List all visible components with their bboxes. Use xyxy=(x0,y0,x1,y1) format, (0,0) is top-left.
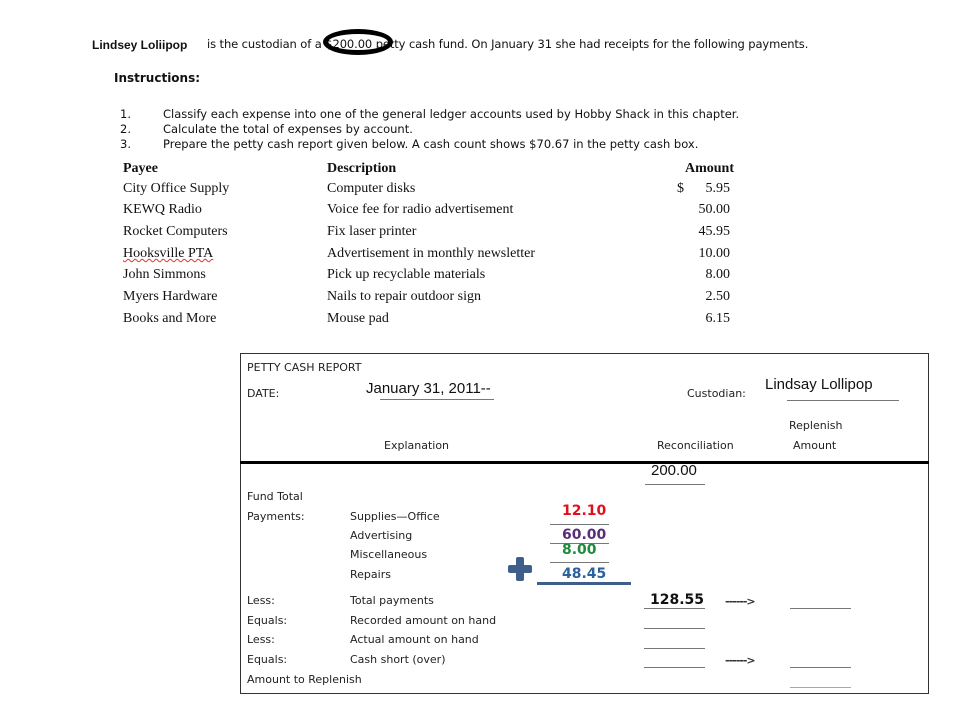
instruction-item xyxy=(120,107,820,121)
intro-after: petty cash fund. On January 31 she had receipts for the following payments. xyxy=(375,37,809,51)
miscellaneous-amount[interactable]: 8.00 xyxy=(562,542,597,558)
cash-short-blank[interactable] xyxy=(644,667,705,668)
intro-sentence xyxy=(207,37,808,51)
account-supplies-office: Supplies—Office xyxy=(350,510,440,523)
instruction-text: Prepare the petty cash report given below. A cash count shows $70.67 in the petty cash box. xyxy=(163,137,699,151)
row-equals-2: Equals: xyxy=(247,653,288,666)
fund-total-value[interactable]: 200.00 xyxy=(651,462,697,479)
amount-cell: 5.95 xyxy=(705,181,730,196)
amount-cell: 10.00 xyxy=(698,246,730,261)
replenish-total-payments-blank[interactable] xyxy=(790,608,851,609)
header-description: Description xyxy=(327,161,397,176)
row-amount-to-replenish: Amount to Replenish xyxy=(247,673,362,686)
instruction-number: 3. xyxy=(120,137,131,151)
amount-underline xyxy=(550,524,609,525)
custodian-label: Custodian: xyxy=(687,387,746,400)
sum-line xyxy=(537,582,631,585)
actual-on-hand-blank[interactable] xyxy=(644,648,705,649)
amount-cell: 45.95 xyxy=(698,224,730,239)
total-payments-value[interactable]: 128.55 xyxy=(650,592,705,608)
col-replenish-line2: Amount xyxy=(793,439,837,452)
currency-symbol: $ xyxy=(677,181,684,196)
arrow-cash-short: ------> xyxy=(725,654,755,667)
intro-before: is the custodian of a xyxy=(207,37,322,51)
col-reconciliation: Reconciliation xyxy=(657,439,734,452)
row-less-1: Less: xyxy=(247,594,275,607)
explanation-cash-short-over: Cash short (over) xyxy=(350,653,446,666)
total-payments-underline xyxy=(644,608,705,609)
row-equals-1: Equals: xyxy=(247,614,288,627)
col-replenish-line1: Replenish xyxy=(789,419,843,432)
amount-cell: 2.50 xyxy=(705,289,730,304)
explanation-actual-on-hand: Actual amount on hand xyxy=(350,633,479,646)
amount-underline xyxy=(550,562,609,563)
row-less-2: Less: xyxy=(247,633,275,646)
instruction-item xyxy=(120,122,820,136)
date-value[interactable]: January 31, 2011-- xyxy=(366,380,491,397)
amount-cell: 8.00 xyxy=(705,267,730,282)
header-payee: Payee xyxy=(123,161,158,176)
instructions-title: Instructions: xyxy=(114,71,201,85)
date-underline xyxy=(380,399,494,400)
instruction-number: 1. xyxy=(120,107,131,121)
header-amount: Amount xyxy=(685,161,735,176)
description-cell: Nails to repair outdoor sign xyxy=(327,289,481,304)
instruction-text: Calculate the total of expenses by account. xyxy=(163,122,413,136)
supplies-office-amount[interactable]: 12.10 xyxy=(562,503,607,519)
intro-fund-amount: $200.00 xyxy=(325,37,373,51)
row-payments: Payments: xyxy=(247,510,305,523)
repairs-amount[interactable]: 48.45 xyxy=(562,566,607,582)
amount-cell: 6.15 xyxy=(705,311,730,326)
instruction-text: Classify each expense into one of the general ledger accounts used by Hobby Shack in this chapter. xyxy=(163,107,740,121)
account-repairs: Repairs xyxy=(350,568,391,581)
row-fund-total: Fund Total xyxy=(247,490,303,503)
custodian-underline xyxy=(787,400,899,401)
arrow-total-payments: ------> xyxy=(725,595,755,608)
header-divider xyxy=(240,461,929,464)
description-cell: Voice fee for radio advertisement xyxy=(327,202,514,217)
amount-to-replenish-blank[interactable] xyxy=(790,687,851,688)
payee-cell: John Simmons xyxy=(123,267,206,282)
col-explanation: Explanation xyxy=(384,439,450,452)
circle-annotation xyxy=(323,29,393,55)
description-cell: Fix laser printer xyxy=(327,224,417,239)
custodian-value[interactable]: Lindsay Lollipop xyxy=(765,376,873,393)
account-advertising: Advertising xyxy=(350,529,413,542)
replenish-cash-short-blank[interactable] xyxy=(790,667,851,668)
plus-icon xyxy=(508,557,532,581)
fund-total-underline xyxy=(645,484,705,485)
description-cell: Pick up recyclable materials xyxy=(327,267,486,282)
date-label: DATE: xyxy=(247,387,280,400)
payee-cell: Books and More xyxy=(123,311,217,326)
recorded-on-hand-blank[interactable] xyxy=(644,628,705,629)
instruction-item xyxy=(120,137,820,151)
custodian-name: Lindsey Loliipop xyxy=(92,38,188,52)
instruction-number: 2. xyxy=(120,122,131,136)
payee-cell: Myers Hardware xyxy=(123,289,218,304)
payee-cell: Hooksville PTA xyxy=(123,246,214,261)
account-miscellaneous: Miscellaneous xyxy=(350,548,428,561)
advertising-amount[interactable]: 60.00 xyxy=(562,527,607,543)
description-cell: Advertisement in monthly newsletter xyxy=(327,246,536,261)
description-cell: Computer disks xyxy=(327,181,416,196)
report-title: PETTY CASH REPORT xyxy=(247,361,362,374)
explanation-total-payments: Total payments xyxy=(350,594,434,607)
payee-cell: KEWQ Radio xyxy=(123,202,202,217)
description-cell: Mouse pad xyxy=(327,311,389,326)
payee-cell: City Office Supply xyxy=(123,181,230,196)
payee-cell: Rocket Computers xyxy=(123,224,228,239)
explanation-recorded-on-hand: Recorded amount on hand xyxy=(350,614,497,627)
amount-cell: 50.00 xyxy=(698,202,730,217)
